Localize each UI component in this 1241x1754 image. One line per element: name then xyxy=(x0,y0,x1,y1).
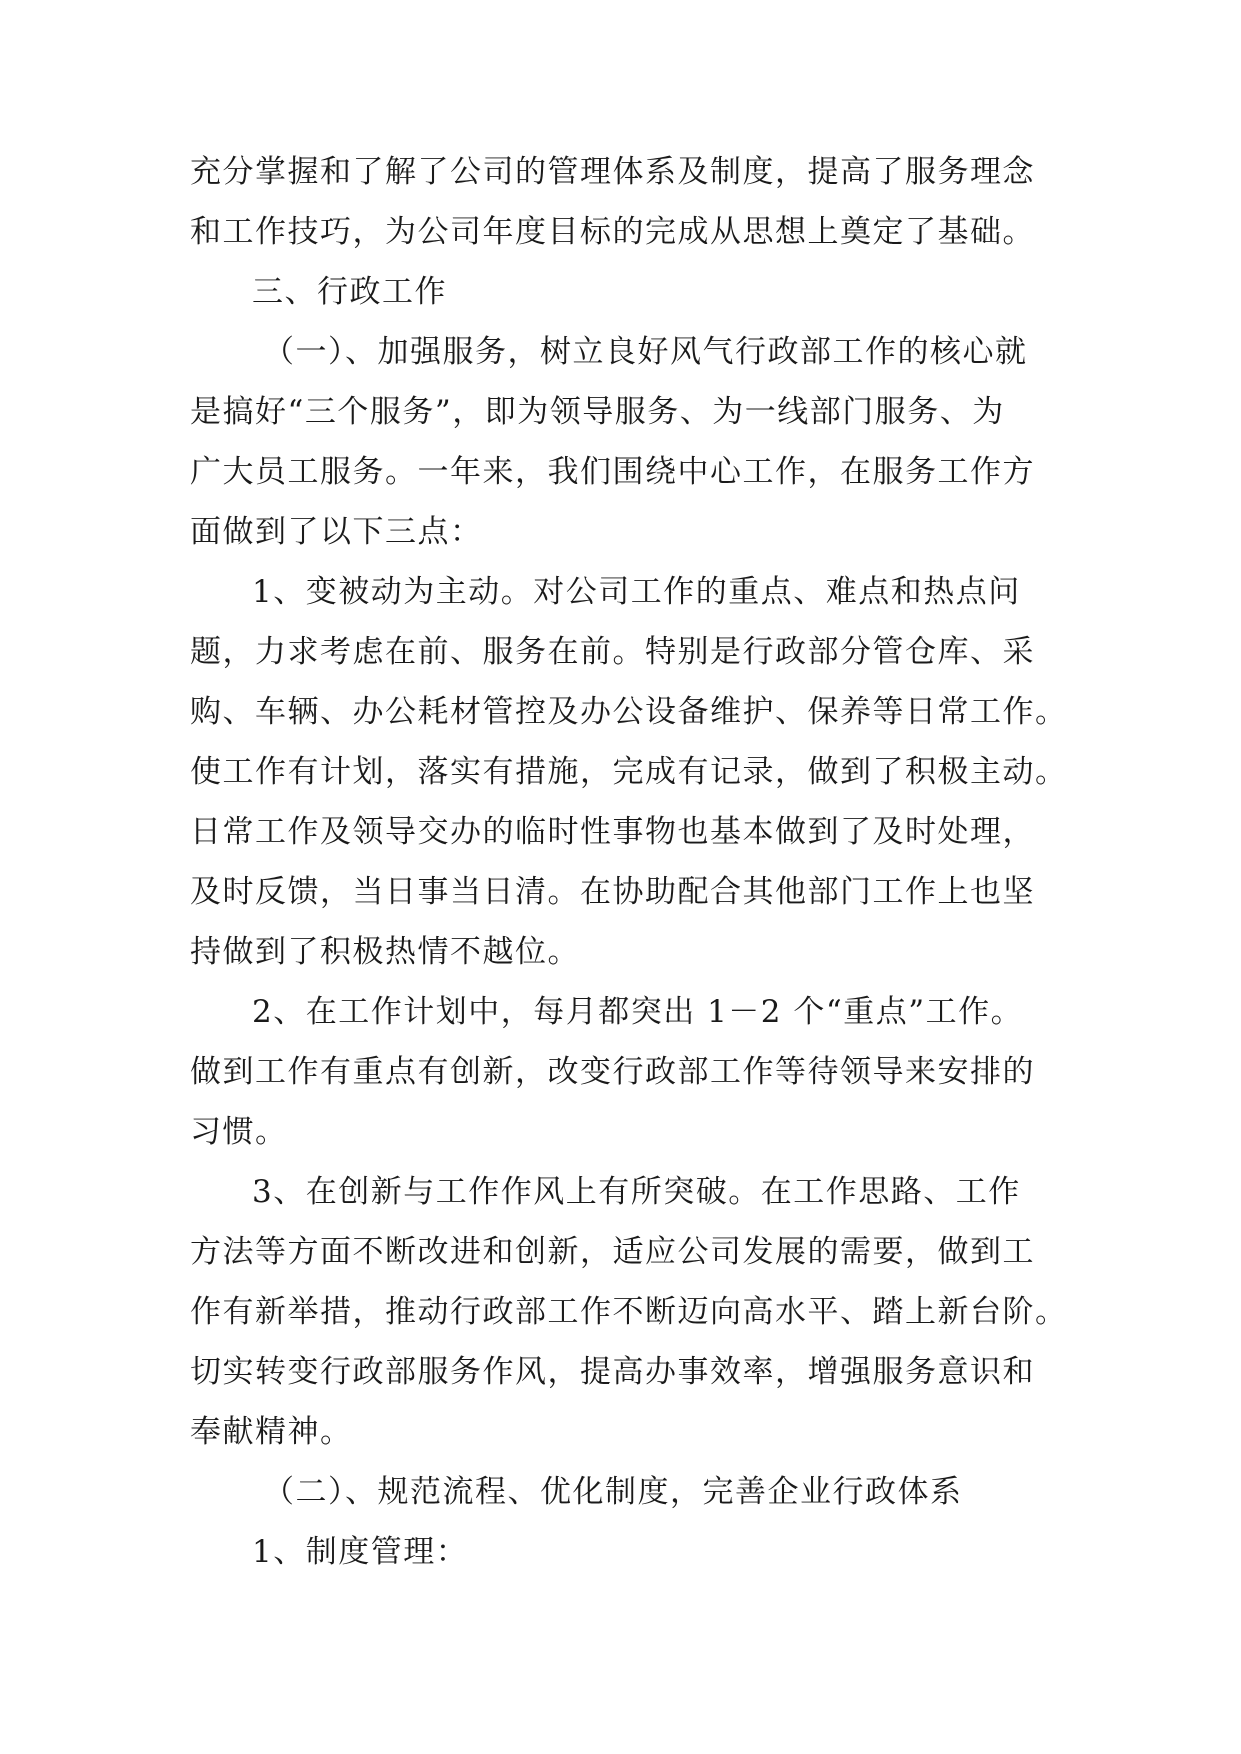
paragraph-line: 充分掌握和了解了公司的管理体系及制度，提高了服务理念 xyxy=(190,154,1035,190)
paragraph-line: 做到工作有重点有创新，改变行政部工作等待领导来安排的 xyxy=(190,1054,1035,1090)
paragraph-line: 是搞好“三个服务”，即为领导服务、为一线部门服务、为 xyxy=(190,394,1005,430)
paragraph-line: 使工作有计划，落实有措施，完成有记录，做到了积极主动。 xyxy=(190,754,1068,790)
subsection-heading: （二）、规范流程、优化制度，完善企业行政体系 xyxy=(263,1474,963,1510)
paragraph-line: 面做到了以下三点： xyxy=(190,514,483,550)
paragraph-line: 奉献精神。 xyxy=(190,1414,353,1450)
paragraph-line: 广大员工服务。一年来，我们围绕中心工作，在服务工作方 xyxy=(190,454,1035,490)
paragraph-line: 日常工作及领导交办的临时性事物也基本做到了及时处理， xyxy=(190,814,1035,850)
section-heading: 三、行政工作 xyxy=(252,274,447,310)
paragraph-line: 方法等方面不断改进和创新，适应公司发展的需要，做到工 xyxy=(190,1234,1035,1270)
list-item-line: 2、在工作计划中，每月都突出 1－2 个“重点”工作。 xyxy=(252,994,1024,1030)
paragraph-line: 作有新举措，推动行政部工作不断迈向高水平、踏上新台阶。 xyxy=(190,1294,1068,1330)
paragraph-line: 持做到了积极热情不越位。 xyxy=(190,934,580,970)
paragraph-line: 题，力求考虑在前、服务在前。特别是行政部分管仓库、采 xyxy=(190,634,1035,670)
list-item-line: 1、变被动为主动。对公司工作的重点、难点和热点问 xyxy=(252,574,1021,610)
subsection-heading: （一）、加强服务，树立良好风气行政部工作的核心就 xyxy=(263,334,1028,370)
list-item-line: 3、在创新与工作作风上有所突破。在工作思路、工作 xyxy=(252,1174,1021,1210)
paragraph-line: 习惯。 xyxy=(190,1114,288,1150)
paragraph-line: 及时反馈，当日事当日清。在协助配合其他部门工作上也坚 xyxy=(190,874,1035,910)
paragraph-line: 和工作技巧，为公司年度目标的完成从思想上奠定了基础。 xyxy=(190,214,1035,250)
paragraph-line: 购、车辆、办公耗材管控及办公设备维护、保养等日常工作。 xyxy=(190,694,1068,730)
paragraph-line: 切实转变行政部服务作风，提高办事效率，增强服务意识和 xyxy=(190,1354,1035,1390)
list-item-line: 1、制度管理： xyxy=(252,1534,469,1570)
